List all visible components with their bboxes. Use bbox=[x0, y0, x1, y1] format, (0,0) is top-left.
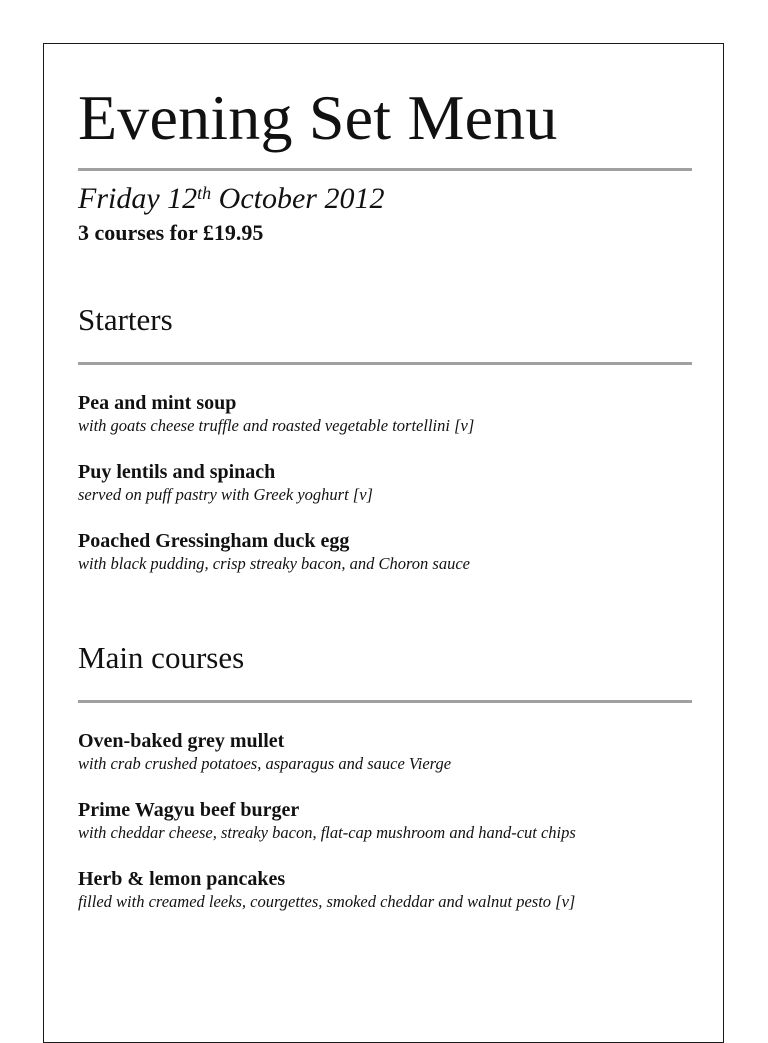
dish-description: with crab crushed potatoes, asparagus and sauce Vierge bbox=[78, 754, 452, 773]
title-divider bbox=[78, 168, 692, 171]
dish-description: with goats cheese truffle and roasted vegetable tortellini [v] bbox=[78, 416, 475, 435]
menu-title: Evening Set Menu bbox=[78, 82, 558, 153]
starters-list bbox=[78, 390, 692, 574]
dish-item bbox=[78, 866, 692, 912]
dish-name: Pea and mint soup bbox=[78, 392, 237, 414]
dish-description: filled with creamed leeks, courgettes, smoked cheddar and walnut pesto [v] bbox=[78, 892, 576, 911]
date-rest: October 2012 bbox=[211, 182, 385, 215]
menu-date bbox=[78, 181, 692, 217]
section-title-starters: Starters bbox=[78, 302, 173, 337]
dish-description: served on puff pastry with Greek yoghurt [v] bbox=[78, 485, 373, 504]
dish-name: Prime Wagyu beef burger bbox=[78, 799, 300, 821]
dish-item bbox=[78, 390, 692, 436]
main-courses-divider bbox=[78, 700, 692, 703]
date-prefix: Friday 12 bbox=[78, 182, 198, 215]
dish-name: Oven-baked grey mullet bbox=[78, 730, 285, 752]
dish-item bbox=[78, 797, 692, 843]
menu-price: 3 courses for £19.95 bbox=[78, 220, 264, 245]
dish-name: Poached Gressingham duck egg bbox=[78, 530, 350, 552]
dish-name: Herb & lemon pancakes bbox=[78, 868, 286, 890]
dish-item bbox=[78, 728, 692, 774]
menu-page bbox=[43, 43, 724, 1043]
dish-item bbox=[78, 459, 692, 505]
starters-divider bbox=[78, 362, 692, 365]
dish-name: Puy lentils and spinach bbox=[78, 461, 276, 483]
menu-content bbox=[78, 82, 692, 912]
dish-description: with cheddar cheese, streaky bacon, flat-cap mushroom and hand-cut chips bbox=[78, 823, 576, 842]
main-courses-list bbox=[78, 728, 692, 912]
section-title-main-courses: Main courses bbox=[78, 640, 245, 675]
dish-description: with black pudding, crisp streaky bacon, and Choron sauce bbox=[78, 554, 470, 573]
date-ordinal-suffix: th bbox=[197, 183, 212, 203]
dish-item bbox=[78, 528, 692, 574]
